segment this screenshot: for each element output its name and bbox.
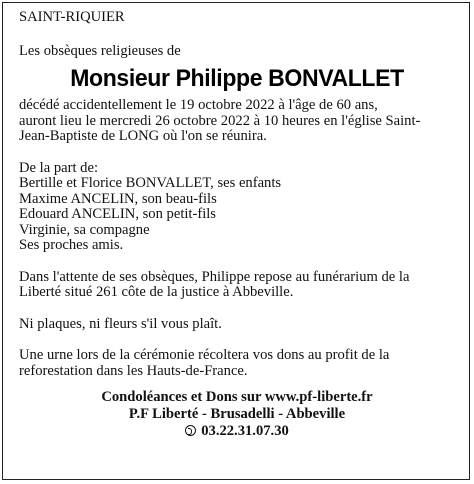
announcement-line: auront lieu le mercredi 26 octobre 2022 à 10 heures en l'église Saint-	[19, 112, 421, 129]
no-flowers-text: Ni plaques, ni fleurs s'il vous plaît.	[19, 315, 222, 332]
announcement-line: Jean-Baptiste de LONG où l'on se réunira.	[19, 128, 267, 144]
phone-number[interactable]: 03.22.31.07.30	[201, 423, 289, 439]
deceased-name: Monsieur Philippe BONVALLET	[70, 65, 404, 92]
funerarium-paragraph	[19, 270, 455, 301]
announcement-line: décédé accidentellement le 19 octobre 2022 à l'âge de 60 ans,	[19, 97, 378, 113]
condolences-link-text[interactable]: Condoléances et Dons sur www.pf-liberte.fr	[101, 389, 373, 405]
family-member: Virginie, sa compagne	[19, 221, 150, 238]
announcement-paragraph	[19, 98, 455, 145]
family-member: Ses proches amis.	[19, 237, 124, 253]
funerarium-line: Dans l'attente de ses obsèques, Philippe repose au funérarium de la	[19, 268, 410, 285]
donation-line: reforestation dans les Hauts-de-France.	[19, 362, 248, 379]
donation-paragraph	[19, 348, 455, 379]
obituary-notice	[19, 8, 455, 440]
family-heading: De la part de:	[19, 159, 99, 176]
phone-icon	[185, 425, 196, 436]
location-heading: SAINT-RIQUIER	[19, 9, 125, 25]
family-list	[19, 161, 455, 254]
family-member: Bertille et Florice BONVALLET, ses enfants	[19, 175, 282, 191]
funerarium-line: Liberté situé 261 côte de la justice à Abbeville.	[19, 284, 294, 300]
intro-text: Les obsèques religieuses de	[19, 42, 181, 59]
phone-line	[19, 423, 455, 440]
funeral-home-name: P.F Liberté - Brusadelli - Abbeville	[128, 406, 346, 422]
donation-line: Une urne lors de la cérémonie récoltera vos dons au profit de la	[19, 347, 390, 363]
family-member: Edouard ANCELIN, son petit-fils	[19, 206, 216, 222]
family-member: Maxime ANCELIN, son beau-fils	[19, 190, 217, 207]
funeral-home-footer	[19, 389, 455, 440]
